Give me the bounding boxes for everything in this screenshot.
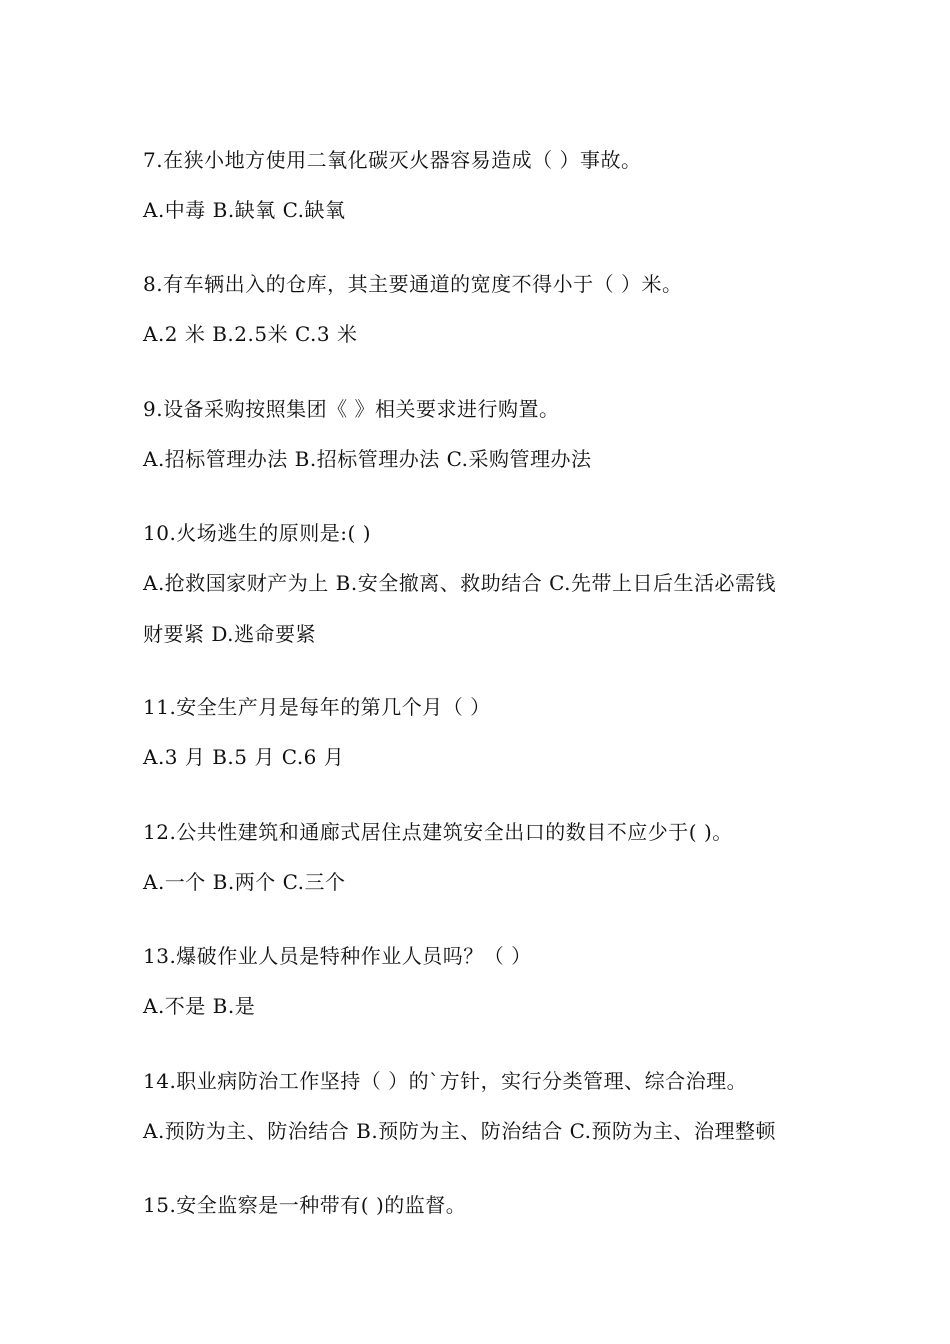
question-7: 7.在狭小地方使用二氧化碳灭火器容易造成（ ）事故。 [143,148,642,172]
question-14-options: A.预防为主、防治结合 B.预防为主、防治结合 C.预防为主、治理整顿 [143,1119,777,1143]
question-8: 8.有车辆出入的仓库，其主要通道的宽度不得小于（ ）米。 [143,272,683,296]
question-10: 10.火场逃生的原则是:( ) [143,521,372,545]
question-11: 11.安全生产月是每年的第几个月（ ） [143,695,491,719]
question-12: 12.公共性建筑和通廊式居住点建筑安全出口的数目不应少于( )。 [143,820,733,844]
question-13: 13.爆破作业人员是特种作业人员吗？（ ） [143,944,532,968]
question-15: 15.安全监察是一种带有( )的监督。 [143,1193,467,1217]
question-9-options: A.招标管理办法 B.招标管理办法 C.采购管理办法 [143,447,592,471]
question-14: 14.职业病防治工作坚持（ ）的`方针，实行分类管理、综合治理。 [143,1069,748,1093]
question-10-options-line-2: 财要紧 D.逃命要紧 [143,622,317,646]
question-9: 9.设备采购按照集团《 》相关要求进行购置。 [143,397,560,421]
question-7-options: A.中毒 B.缺氧 C.缺氧 [143,198,346,222]
question-8-options: A.2 米 B.2.5米 C.3 米 [143,322,358,346]
question-10-options-line-1: A.抢救国家财产为上 B.安全撤离、救助结合 C.先带上日后生活必需钱 [143,571,777,595]
question-13-options: A.不是 B.是 [143,994,256,1018]
question-12-options: A.一个 B.两个 C.三个 [143,870,346,894]
question-11-options: A.3 月 B.5 月 C.6 月 [143,745,345,769]
